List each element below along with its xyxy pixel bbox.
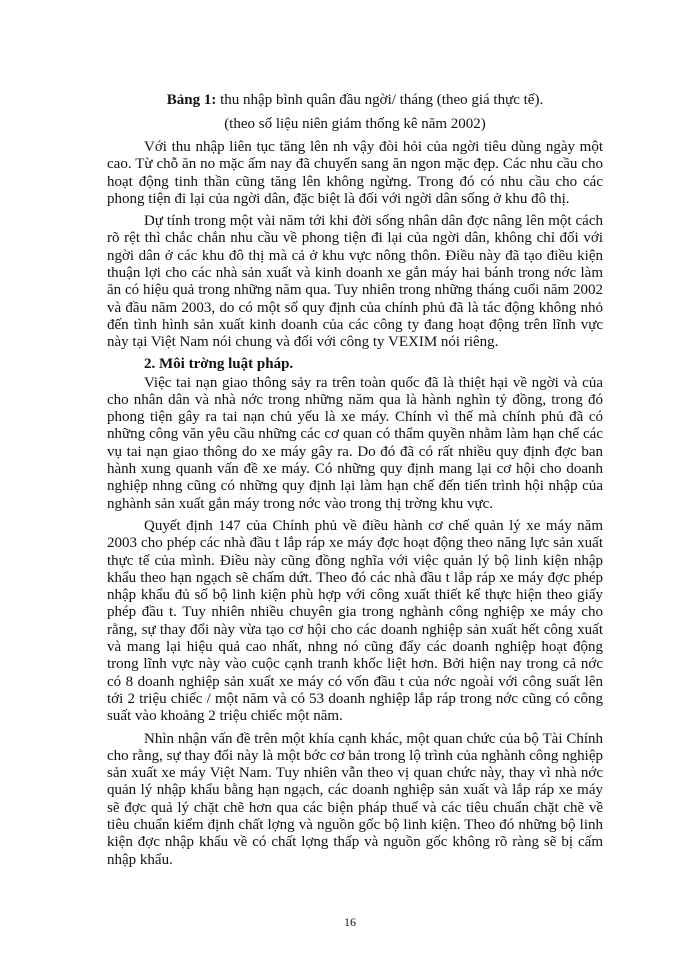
- paragraph: Nhìn nhận vấn đề trên một khía cạnh khác, một quan chức của bộ Tài Chính cho rằng, sự thay đổi này là một bớc cơ bản trong lộ trình của nghành công nghiệp sản xuất xe máy Việt Nam. Tuy nhiên vẫn theo vị quan chức này, thay vì nhà nớc quản lý nhập khẩu bằng hạn ngạch, các doanh nghiệp sản xuất và lắp ráp xe máy sẽ đợc quả lý chặt chẽ hơn qua các biện pháp thuế và các tiêu chuẩn chặt chẽ về tiêu chuẩn kiểm định chất lợng và nguồn gốc bộ linh kiện. Theo đó những bộ linh kiện đợc nhập khẩu về có chất lợng thấp và nguồn gốc không rõ ràng sẽ bị cấm nhập khẩu.: [107, 730, 603, 868]
- paragraph: Dự tính trong một vài năm tới khi đời sống nhân dân đợc nâng lên một cách rõ rệt thì chắc chắn nhu cầu về phong tiện đi lại của ngời dân, không chỉ đối với ngời dân ở các khu đô thị mà cả ở khu vực nông thôn. Điều này đã tạo điều kiện thuận lợi cho các nhà sản xuất và kinh doanh xe gắn máy hai bánh trong nớc làm ăn có hiệu quả trong những năm qua. Tuy nhiên trong những tháng cuối năm 2002 và đầu năm 2003, do có một số quy định của chính phủ đã là tác động không nhỏ đến tình hình sản xuất kinh doanh của các công ty đang hoạt động trên lĩnh vực này tại Việt Nam nói chung và đối với công ty VEXIM nói riêng.: [107, 213, 603, 351]
- source-note: (theo số liệu niên giám thống kê năm 2002): [224, 116, 486, 132]
- page-number: 16: [344, 915, 356, 929]
- paragraph: Việc tai nạn giao thông sảy ra trên toàn quốc đã là thiệt hại về ngời và của cho nhân dân và nhà nớc trong những năm qua là hành nghìn tỷ đồng, trong đó phong tiện gây ra tai nạn chủ yếu là xe máy. Chính vì thế mà chính phủ đã có những công văn yêu cầu những các cơ quan có thẩm quyền nhằm làm hạn chế các vụ tai nạn giao thông do xe máy gây ra. Do đó đã có rất nhiều quy định đợc ban hành xung quanh vấn đề xe máy. Có những quy định mang lại cơ hội cho doanh nghiệp nhng cũng có những quy định lại làm hạn chế đến tiến trình hội nhập của nghành sản xuất gắn máy trong nớc vào trong thị trờng khu vực.: [107, 374, 603, 512]
- paragraph: Với thu nhập liên tục tăng lên nh vậy đòi hỏi của ngời tiêu dùng ngày một cao. Từ chỗ ăn no mặc ấm nay đã chuyển sang ăn ngon mặc đẹp. Các nhu cầu cho hoạt động tinh thần cũng tăng lên không ngừng. Trong đó có nhu cầu cho các phong tiện đi lại của ngời dân, đặc biệt là đối với ngời dân sống ở khu đô thị.: [107, 139, 603, 207]
- table-caption-text: thu nhập bình quân đầu ngời/ tháng (theo giá thực tế).: [216, 92, 544, 108]
- table-caption: [107, 90, 603, 110]
- paragraph: Quyết định 147 của Chính phủ về điều hành cơ chế quản lý xe máy năm 2003 cho phép các nhà đầu t lắp ráp xe máy đợc hoạt động theo năng lực sản xuất thực tế của mình. Điều này cũng đồng nghĩa với việc quản lý bộ linh kiện nhập khẩu theo hạn ngạch sẽ chấm dứt. Theo đó các nhà đầu t lắp ráp xe máy đợc phép nhập khẩu đủ số bộ linh kiện phù hợp với công xuất thiết kế thực hiện theo giấy phép đầu t. Tuy nhiên nhiều chuyên gia trong nghành công nghiệp xe máy cho rằng, sự thay đổi này vừa tạo cơ hội cho các doanh nghiệp sản xuất hết công xuất và mang lại hiệu quả cao nhất, nhng nó cũng đẩy các doanh nghiệp hoạt động trong lĩnh vực này vào cuộc cạnh tranh khốc liệt hơn. Bởi hiện nay trong cả nớc có 8 doanh nghiệp sản xuất xe máy có vốn đầu t của nớc ngoài với công suất lên tới 2 triệu chiếc / một năm và có 53 doanh nghiệp lắp ráp trong nớc cũng có công suất vào khoảng 2 triệu chiếc một năm.: [107, 517, 603, 725]
- body-text: [107, 139, 603, 869]
- table-caption-label: Bảng 1:: [166, 92, 217, 108]
- section-heading: 2. Môi trờng luật pháp.: [144, 355, 294, 372]
